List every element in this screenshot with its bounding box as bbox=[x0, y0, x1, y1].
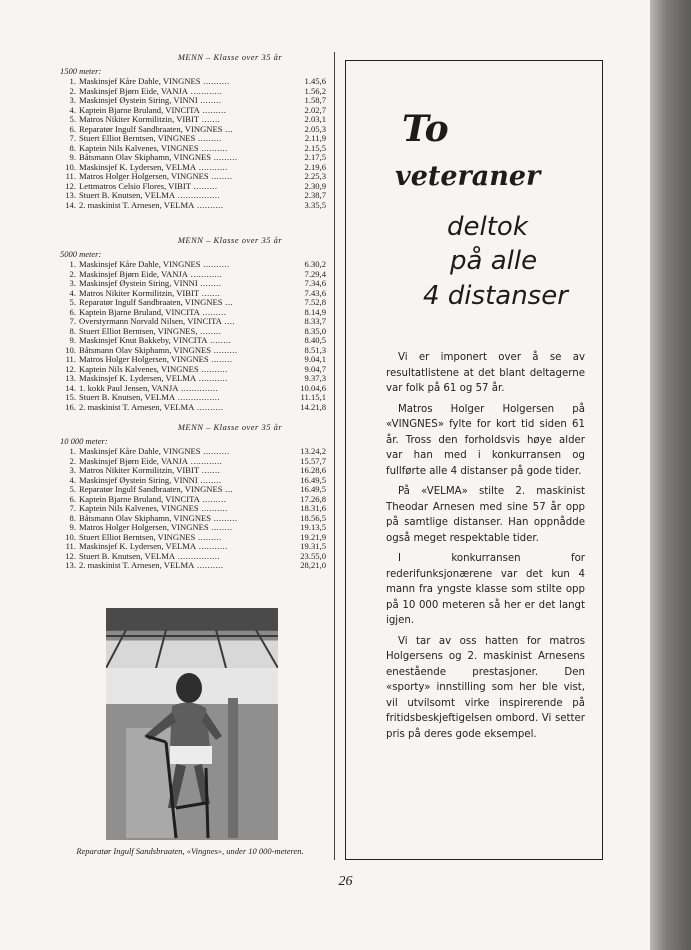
headline-line-4: på alle bbox=[450, 246, 538, 276]
table-row bbox=[60, 298, 326, 308]
cyclist-photo-illustration bbox=[106, 608, 278, 840]
competitor-name: Maskinsjef Knut Bakkeby, VINCITA ........ bbox=[79, 336, 232, 345]
headline-line-1: To bbox=[402, 108, 449, 150]
competitor-name: Overstyrmann Norvald Nilsen, VINCITA .... bbox=[79, 317, 236, 326]
distance-label: 5000 meter: bbox=[60, 249, 102, 259]
table-row bbox=[60, 485, 326, 495]
results-table bbox=[60, 77, 326, 210]
competitor-name: Maskinsjef Øystein Siring, VINNI ........ bbox=[79, 96, 222, 105]
result-time: 16.49,5 bbox=[300, 484, 326, 494]
rank: 15. bbox=[65, 392, 76, 402]
result-time: 9.04,7 bbox=[304, 363, 326, 374]
rank: 2. bbox=[69, 268, 76, 279]
results-1500 bbox=[60, 52, 330, 210]
rank: 10. bbox=[65, 531, 76, 542]
competitor-name: Stuert Elliot Berntsen, VINGNES, ........ bbox=[79, 326, 222, 336]
competitor-name: Matros Holger Holgersen, VINGNES ........ bbox=[79, 355, 233, 364]
section-heading: MENN – Klasse over 35 år bbox=[177, 422, 283, 432]
column-divider bbox=[334, 52, 335, 860]
result-time: 16.49,5 bbox=[300, 474, 326, 485]
competitor-name: Maskinsjef Øystein Siring, VINNI ........ bbox=[79, 279, 222, 288]
table-row bbox=[60, 77, 326, 87]
competitor-name: Maskinsjef Bjørn Eide, VANJA ............ bbox=[79, 269, 223, 279]
result-time: 2.15,5 bbox=[304, 142, 326, 153]
rank: 14. bbox=[65, 382, 76, 393]
table-row bbox=[60, 96, 326, 106]
table-row bbox=[60, 115, 326, 125]
competitor-name: Kaptein Bjarne Bruland, VINCITA ......... bbox=[79, 494, 227, 504]
result-time: 7.29,4 bbox=[304, 268, 326, 279]
table-row bbox=[60, 533, 326, 543]
competitor-name: Maskinsjef Øystein Siring, VINNI ........ bbox=[79, 475, 222, 485]
table-row bbox=[60, 106, 326, 116]
table-row bbox=[60, 336, 326, 346]
article-paragraph: I konkurransen for rederifunksjonærene var det kun 4 mann fra yngste klasse som stilte opp på 10 000 meteren så her er det langt igjen. bbox=[386, 553, 585, 626]
rank: 2. bbox=[69, 85, 76, 96]
table-row bbox=[60, 327, 326, 337]
rank: 3. bbox=[69, 278, 76, 288]
result-time: 1.45,6 bbox=[304, 76, 326, 86]
rank: 8. bbox=[69, 142, 76, 153]
competitor-name: 2. maskinist T. Arnesen, VELMA .......... bbox=[79, 402, 224, 412]
rank: 10. bbox=[65, 344, 76, 355]
page-number: 26 bbox=[338, 874, 353, 889]
table-row bbox=[60, 504, 326, 514]
table-row bbox=[60, 447, 326, 457]
competitor-name: Kaptein Bjarne Bruland, VINCITA ......... bbox=[79, 307, 227, 317]
results-10000 bbox=[60, 422, 330, 571]
headline-line-3: deltok bbox=[447, 212, 528, 242]
headline-line-5: 4 distanser bbox=[423, 281, 568, 311]
rank: 11. bbox=[65, 354, 76, 364]
results-table bbox=[60, 447, 326, 571]
result-time: 2.19,6 bbox=[304, 161, 326, 172]
competitor-name: Kaptein Bjarne Bruland, VINCITA ......... bbox=[79, 105, 227, 115]
table-row bbox=[60, 403, 326, 413]
article-paragraph: Vi tar av oss hatten for matros Holgersens og 2. maskinist Arnesens enestående prestasjoner. Den «sporty» innstilling som her ble vist, vil utvilsomt virke inspirerende på fritidsbeskjeftigelsen ombord. Vi setter pris på deres gode eksempel. bbox=[386, 635, 585, 740]
competitor-name: Maskinsjef K. Lydersen, VELMA ........... bbox=[79, 162, 228, 172]
result-time: 1.58,7 bbox=[304, 95, 326, 105]
result-time: 2.25,3 bbox=[304, 171, 326, 181]
table-row bbox=[60, 172, 326, 182]
section-heading: MENN – Klasse over 35 år bbox=[177, 235, 283, 245]
table-row bbox=[60, 308, 326, 318]
rank: 11. bbox=[65, 541, 76, 551]
rank: 5. bbox=[69, 114, 76, 124]
competitor-name: Stuert B. Knutsen, VELMA ................ bbox=[79, 393, 221, 402]
competitor-name: Stuert Elliot Berntsen, VINGNES ......... bbox=[79, 532, 222, 542]
result-time: 19.21,9 bbox=[300, 531, 326, 542]
table-row bbox=[60, 270, 326, 280]
article-paragraph: På «VELMA» stilte 2. maskinist Theodar Arnesen med sine 57 år opp på samtlige distanser. Han oppnådde også meget respektable tider. bbox=[386, 486, 585, 544]
competitor-name: Maskinsjef K. Lydersen, VELMA ........... bbox=[79, 542, 228, 551]
rank: 1. bbox=[69, 259, 76, 269]
rank: 14. bbox=[65, 199, 76, 210]
result-time: 2.30,9 bbox=[304, 180, 326, 191]
table-row bbox=[60, 87, 326, 97]
table-row bbox=[60, 289, 326, 299]
result-time: 2.05,3 bbox=[304, 123, 326, 134]
table-row bbox=[60, 182, 326, 192]
competitor-name: Reparatør Ingulf Sandbraaten, VINGNES ... bbox=[79, 485, 234, 494]
competitor-name: Matros Holger Holgersen, VINGNES ........ bbox=[79, 523, 233, 532]
rank: 9. bbox=[69, 335, 76, 345]
result-time: 6.30,2 bbox=[304, 259, 326, 269]
result-time: 2.38,7 bbox=[304, 190, 326, 200]
table-row bbox=[60, 384, 326, 394]
competitor-name: Båtsmann Olav Skiphamn, VINGNES ......... bbox=[79, 153, 238, 162]
result-time: 11.15,1 bbox=[300, 392, 326, 402]
rank: 7. bbox=[69, 316, 76, 326]
result-time: 2.17,5 bbox=[304, 152, 326, 162]
rank: 9. bbox=[69, 522, 76, 532]
rank: 12. bbox=[65, 363, 76, 374]
competitor-name: Båtsmann Olav Skiphamn, VINGNES ......... bbox=[79, 345, 238, 355]
result-time: 9.37,3 bbox=[304, 373, 326, 383]
rank: 10. bbox=[65, 161, 76, 172]
competitor-name: Maskinsjef Kåre Dahle, VINGNES .......... bbox=[79, 260, 230, 269]
rank: 11. bbox=[65, 171, 76, 181]
rank: 2. bbox=[69, 455, 76, 466]
result-time: 8.35,0 bbox=[304, 325, 326, 336]
result-time: 8.40,5 bbox=[304, 335, 326, 345]
rank: 1. bbox=[69, 446, 76, 456]
competitor-name: Kaptein Nils Kalvenes, VINGNES .......... bbox=[79, 364, 228, 374]
rank: 7. bbox=[69, 133, 76, 143]
result-time: 19.31,5 bbox=[300, 541, 326, 551]
article-paragraph: Vi er imponert over å se av resultatlistene at det blant deltagerne var folk på 61 og 57 år. bbox=[386, 352, 585, 394]
result-time: 18.31,6 bbox=[300, 503, 326, 513]
competitor-name: Kaptein Nils Kalvenes, VINGNES .......... bbox=[79, 143, 228, 153]
competitor-name: Maskinsjef K. Lydersen, VELMA ........... bbox=[79, 374, 228, 383]
table-row bbox=[60, 365, 326, 375]
competitor-name: Båtsmann Olav Skiphamn, VINGNES ......... bbox=[79, 513, 238, 523]
cyclist-photo bbox=[106, 608, 278, 840]
table-row bbox=[60, 153, 326, 163]
result-time: 8.14,9 bbox=[304, 306, 326, 317]
article-body bbox=[386, 350, 585, 747]
competitor-name: Stuert Elliot Berntsen, VINGNES ......... bbox=[79, 134, 222, 143]
table-row bbox=[60, 476, 326, 486]
results-table bbox=[60, 260, 326, 412]
table-row bbox=[60, 260, 326, 270]
table-row bbox=[60, 374, 326, 384]
rank: 8. bbox=[69, 512, 76, 523]
table-row bbox=[60, 346, 326, 356]
rank: 3. bbox=[69, 465, 76, 475]
result-time: 9.04,1 bbox=[304, 354, 326, 364]
table-row bbox=[60, 201, 326, 211]
competitor-name: Maskinsjef Bjørn Eide, VANJA ............ bbox=[79, 86, 223, 96]
rank: 13. bbox=[65, 373, 76, 383]
distance-label: 1500 meter: bbox=[60, 66, 102, 76]
rank: 13. bbox=[65, 190, 76, 200]
competitor-name: Matros Nikiter Kormilitzin, VIBIT ....... bbox=[79, 115, 221, 124]
competitor-name: Maskinsjef Kåre Dahle, VINGNES .......... bbox=[79, 447, 230, 456]
result-time: 2.02,7 bbox=[304, 104, 326, 115]
article-box bbox=[345, 60, 603, 860]
rank: 6. bbox=[69, 493, 76, 504]
distance-label: 10 000 meter: bbox=[60, 436, 108, 446]
rank: 12. bbox=[65, 180, 76, 191]
table-row bbox=[60, 191, 326, 201]
table-row bbox=[60, 163, 326, 173]
rank: 7. bbox=[69, 503, 76, 513]
result-time: 14.21,8 bbox=[300, 401, 326, 412]
table-row bbox=[60, 552, 326, 562]
result-time: 2.11,9 bbox=[304, 133, 326, 143]
table-row bbox=[60, 317, 326, 327]
rank: 12. bbox=[65, 550, 76, 561]
competitor-name: Matros Holger Holgersen, VINGNES ........ bbox=[79, 172, 233, 181]
table-row bbox=[60, 514, 326, 524]
result-time: 10.04,6 bbox=[300, 382, 326, 393]
table-row bbox=[60, 542, 326, 552]
rank: 13. bbox=[65, 560, 76, 570]
headline-line-2: veteraner bbox=[395, 161, 541, 192]
result-time: 8.33,7 bbox=[304, 316, 326, 326]
rank: 9. bbox=[69, 152, 76, 162]
result-time: 7.34,6 bbox=[304, 278, 326, 288]
result-time: 7.52,8 bbox=[304, 297, 326, 307]
competitor-name: 1. kokk Paul Jensen, VANJA .............. bbox=[79, 383, 219, 393]
table-row bbox=[60, 561, 326, 571]
competitor-name: Matros Nikiter Kormilitzin, VIBIT ....... bbox=[79, 466, 221, 475]
table-row bbox=[60, 523, 326, 533]
result-time: 7.43,6 bbox=[304, 287, 326, 298]
result-time: 3.35,5 bbox=[304, 199, 326, 210]
page-edge-shadow bbox=[650, 0, 691, 950]
table-row bbox=[60, 495, 326, 505]
competitor-name: 2. maskinist T. Arnesen, VELMA .......... bbox=[79, 200, 224, 210]
rank: 4. bbox=[69, 104, 76, 115]
rank: 16. bbox=[65, 401, 76, 412]
rank: 5. bbox=[69, 484, 76, 494]
table-row bbox=[60, 457, 326, 467]
rank: 1. bbox=[69, 76, 76, 86]
table-row bbox=[60, 393, 326, 403]
result-time: 2.03,1 bbox=[304, 114, 326, 124]
result-time: 18.56,5 bbox=[300, 512, 326, 523]
article-paragraph: Matros Holger Holgersen på «VINGNES» fylte for kort tid siden 61 år. Tross den forholdsvis høye alder var han med i konkurransen og fullførte alle 4 distanser på gode tider. bbox=[386, 403, 585, 477]
competitor-name: Matros Nikiter Kormilitzin, VIBIT ....... bbox=[79, 288, 221, 298]
result-time: 17.26,8 bbox=[300, 493, 326, 504]
competitor-name: Maskinsjef Kåre Dahle, VINGNES .......... bbox=[79, 77, 230, 86]
competitor-name: Kaptein Nils Kalvenes, VINGNES .......... bbox=[79, 504, 228, 513]
result-time: 23.55,0 bbox=[300, 550, 326, 561]
table-row bbox=[60, 134, 326, 144]
competitor-name: 2. maskinist T. Arnesen, VELMA .......... bbox=[79, 561, 224, 570]
competitor-name: Stuert B. Knutsen, VELMA ................ bbox=[79, 191, 221, 200]
competitor-name: Stuert B. Knutsen, VELMA ................ bbox=[79, 551, 221, 561]
competitor-name: Lettmatros Celsio Flores, VIBIT ......... bbox=[79, 181, 218, 191]
rank: 5. bbox=[69, 297, 76, 307]
result-time: 28,21,0 bbox=[300, 560, 326, 570]
result-time: 19.13,5 bbox=[300, 522, 326, 532]
result-time: 16.28,6 bbox=[300, 465, 326, 475]
rank: 6. bbox=[69, 306, 76, 317]
rank: 3. bbox=[69, 95, 76, 105]
table-row bbox=[60, 355, 326, 365]
table-row bbox=[60, 466, 326, 476]
result-time: 8.51,3 bbox=[304, 344, 326, 355]
table-row bbox=[60, 279, 326, 289]
competitor-name: Maskinsjef Bjørn Eide, VANJA ............ bbox=[79, 456, 223, 466]
table-row bbox=[60, 125, 326, 135]
competitor-name: Reparatør Ingulf Sandbraaten, VINGNES ... bbox=[79, 124, 234, 134]
rank: 4. bbox=[69, 287, 76, 298]
rank: 6. bbox=[69, 123, 76, 134]
results-5000 bbox=[60, 235, 330, 412]
section-heading: MENN – Klasse over 35 år bbox=[177, 52, 283, 62]
rank: 4. bbox=[69, 474, 76, 485]
table-row bbox=[60, 144, 326, 154]
result-time: 13.24,2 bbox=[300, 446, 326, 456]
result-time: 1.56,2 bbox=[304, 85, 326, 96]
rank: 8. bbox=[69, 325, 76, 336]
photo-caption: Reparatør Ingulf Sandsbraaten, «Vingnes», under 10 000-meteren. bbox=[76, 846, 304, 856]
result-time: 15.57,7 bbox=[300, 455, 326, 466]
competitor-name: Reparatør Ingulf Sandbraaten, VINGNES ... bbox=[79, 298, 234, 307]
